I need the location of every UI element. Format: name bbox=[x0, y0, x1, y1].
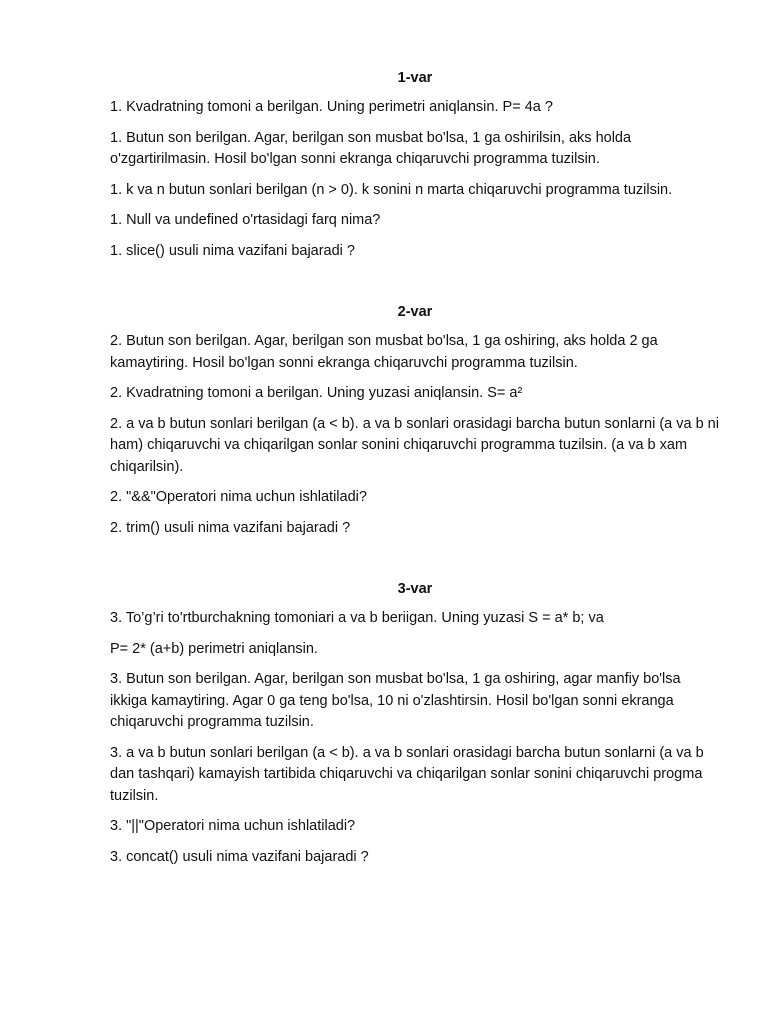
task-paragraph: 3. "||"Operatori nima uchun ishlatiladi? bbox=[110, 818, 356, 834]
section-title: 3-var bbox=[397, 581, 433, 597]
task-paragraph: P= 2* (a+b) perimetri aniqlansin. bbox=[110, 640, 318, 657]
task-paragraph: 2. a va b butun sonlari berilgan (a < b). a va b sonlari orasidagi barcha butun sonlarni (a va b ni ham) chiqaruvchi va chiqarilgan sonlar sonini chiqaruvchi programma tuzilsin. (a va b xam chiqarilsin). bbox=[110, 415, 719, 475]
task-paragraph: 3. concat() usuli nima vazifani bajaradi ? bbox=[110, 848, 369, 865]
section-title: 1-var bbox=[397, 70, 433, 86]
task-paragraph: 1. Kvadratning tomoni a berilgan. Uning perimetri aniqlansin. P= 4a ? bbox=[110, 99, 553, 115]
task-paragraph: 2. "&&"Operatori nima uchun ishlatiladi? bbox=[110, 489, 367, 505]
section-3-var bbox=[110, 579, 720, 868]
section-spacer bbox=[110, 548, 720, 579]
section-2-var bbox=[110, 302, 720, 539]
task-paragraph: 3. Butun son berilgan. Agar, berilgan son musbat bo'lsa, 1 ga oshiring, agar manfiy bo'lsa ikkiga kamaytiring. Agar 0 ga teng bo'lsa, 10 ni o'zlashtirsin. Hosil bo'lgan sonni ekranga chiqaruvchi programma tuzilsin. bbox=[110, 671, 681, 730]
task-paragraph: 1. Null va undefined o'rtasidagi farq nima? bbox=[110, 212, 381, 228]
section-spacer bbox=[110, 271, 720, 302]
task-paragraph: 2. trim() usuli nima vazifani bajaradi ? bbox=[110, 519, 351, 536]
task-paragraph: 1. Butun son berilgan. Agar, berilgan son musbat bo'lsa, 1 ga oshirilsin, aks holda o'zgartirilmasin. Hosil bo'lgan sonni ekranga chiqaruvchi programma tuzilsin. bbox=[110, 129, 632, 167]
task-paragraph: 1. slice() usuli nima vazifani bajaradi ? bbox=[110, 242, 355, 259]
task-paragraph: 3. To’g’ri to'rtburchakning tomoniari a va b beriigan. Uning yuzasi S = a* b; va bbox=[110, 610, 604, 626]
task-paragraph: 2. Butun son berilgan. Agar, berilgan son musbat bo'lsa, 1 ga oshiring, aks holda 2 ga kamaytiring. Hosil bo'lgan sonni ekranga chiqaruvchi programma tuzilsin. bbox=[110, 333, 658, 371]
task-paragraph: 2. Kvadratning tomoni a berilgan. Uning yuzasi aniqlansin. S= a² bbox=[110, 385, 523, 401]
task-paragraph: 1. k va n butun sonlari berilgan (n > 0). k sonini n marta chiqaruvchi programma tuzilsin. bbox=[110, 181, 673, 198]
section-title: 2-var bbox=[397, 304, 433, 320]
task-paragraph: 3. a va b butun sonlari berilgan (a < b). a va b sonlari orasidagi barcha butun sonlarni (a va b dan tashqari) kamayish tartibida chiqaruvchi va chiqarilgan sonlar sonini chiqaruvchi progma tuzilsin. bbox=[110, 744, 704, 804]
section-1-var bbox=[110, 68, 720, 262]
document-page bbox=[110, 68, 720, 877]
